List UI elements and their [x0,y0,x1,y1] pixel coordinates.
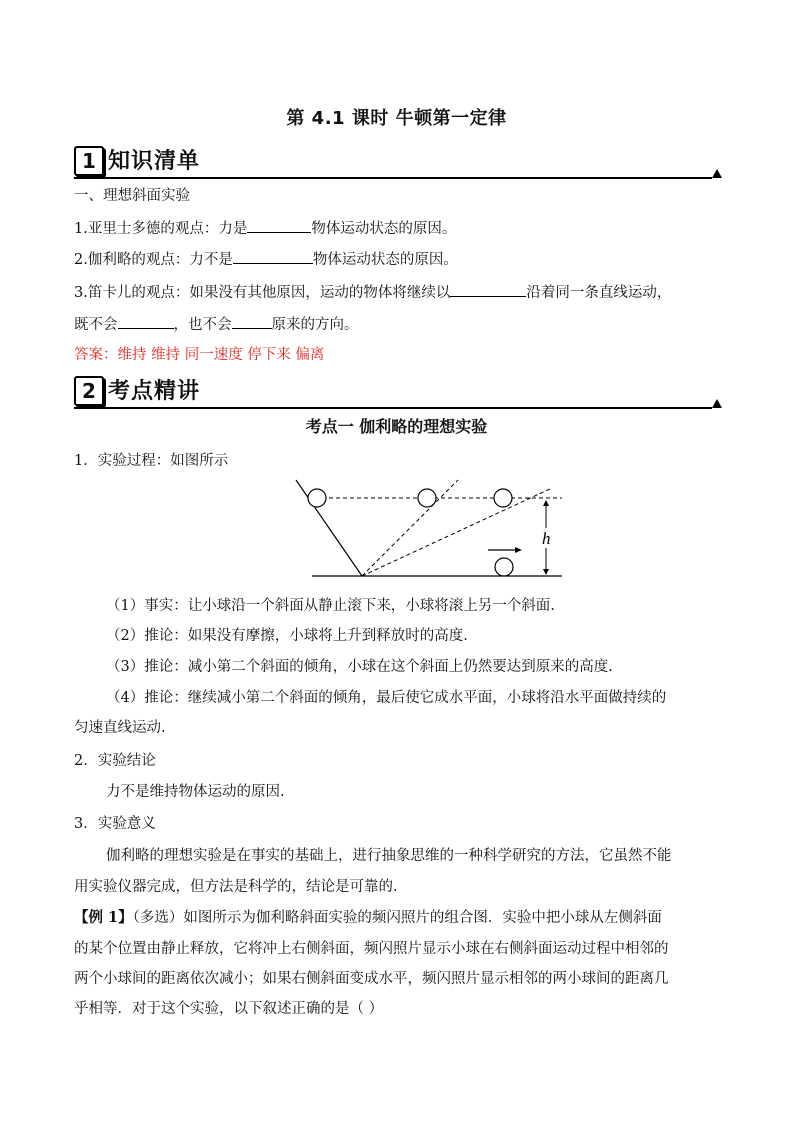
section-subheading: 一、理想斜面实验 [74,188,190,204]
step-3: （3）推论：减小第二个斜面的倾角，小球在这个斜面上仍然要达到原来的高度. [106,659,613,675]
question-line-1 [74,218,722,239]
section-header-keypoints [74,374,722,408]
significance-text-cont: 用实验仪器完成，但方法是科学的，结论是可靠的. [74,879,398,895]
question-text: 沿着同一条直线运动， [526,285,672,301]
left-slope [296,480,362,576]
section-header-knowledge [74,144,722,178]
question-text: 原来的方向。 [271,317,359,333]
fill-blank [232,314,272,329]
significance-text: 伽利略的理想实验是在事实的基础上，进行抽象思维的一种科学研究的方法，它虽然不能 [106,848,672,864]
fill-blank [450,282,526,297]
question-text: 既不会 [74,317,118,333]
question-line-2 [74,249,722,270]
section-rule [74,407,712,409]
triangle-icon [712,399,722,408]
arrow-head-icon [515,547,522,553]
ball [494,489,512,507]
page-title: 第 4.1 课时 牛顿第一定律 [286,108,507,129]
question-text: ，也不会 [173,317,232,333]
section-title: 考点精讲 [108,379,201,404]
arrow-head-icon [543,569,549,575]
question-line-3b [74,314,722,335]
section-rule [74,177,712,179]
question-line-3 [74,282,722,303]
step-4: （4）推论：继续减小第二个斜面的倾角，最后使它成水平面，小球将沿水平面做持续的 [106,690,667,706]
example-label: 【例 1】 [74,909,133,926]
question-text: 物体运动状态的原因。 [311,221,457,237]
example-line-1 [74,908,722,928]
section-number: 2 [74,376,104,406]
triangle-icon [712,169,722,178]
section-title: 知识清单 [108,149,201,174]
example-line-3: 两个小球间的距离依次减小；如果右侧斜面变成水平，频闪照片显示相邻的两小球间的距离几 [74,971,669,987]
inclined-plane-figure [290,474,570,582]
fill-blank [233,249,313,264]
step-2: （2）推论：如果没有摩擦，小球将上升到释放时的高度. [106,628,468,644]
step-1: （1）事实：让小球沿一个斜面从静止滚下来，小球将滚上另一个斜面. [106,598,555,614]
right-slope-gentle [362,488,552,576]
question-text: 2.伽利略的观点：力不是 [74,252,233,268]
arrow-head-icon [543,500,549,506]
question-text: 物体运动状态的原因。 [312,252,458,268]
paragraph-heading: 2．实验结论 [74,753,156,769]
paragraph-heading: 3．实验意义 [74,816,156,832]
conclusion-text: 力不是维持物体运动的原因. [106,784,285,800]
example-line-4: 乎相等．对于这个实验，以下叙述正确的是（ ） [74,1001,384,1017]
ball [418,489,436,507]
example-line-2: 的某个位置由静止释放，它将冲上右侧斜面，频闪照片显示小球在右侧斜面运动过程中相邻的 [74,941,669,957]
height-label: h [542,529,551,548]
paragraph-heading: 1．实验过程：如图所示 [74,453,229,469]
example-text: （多选）如图所示为伽利略斜面实验的频闪照片的组合图．实验中把小球从左侧斜面 [132,910,662,926]
right-slope-steep [362,480,458,576]
fill-blank [118,314,174,329]
ball [495,558,513,576]
ball [308,489,326,507]
step-4-cont: 匀速直线运动. [74,720,166,736]
question-text: 1.亚里士多德的观点：力是 [74,221,248,237]
section-number: 1 [74,146,104,176]
topic-heading: 考点一 伽利略的理想实验 [305,417,488,436]
fill-blank [247,218,311,233]
question-text: 3.笛卡儿的观点：如果没有其他原因，运动的物体将继续以 [74,285,451,301]
answer-line: 答案：维持 维持 同一速度 停下来 偏离 [74,347,325,363]
